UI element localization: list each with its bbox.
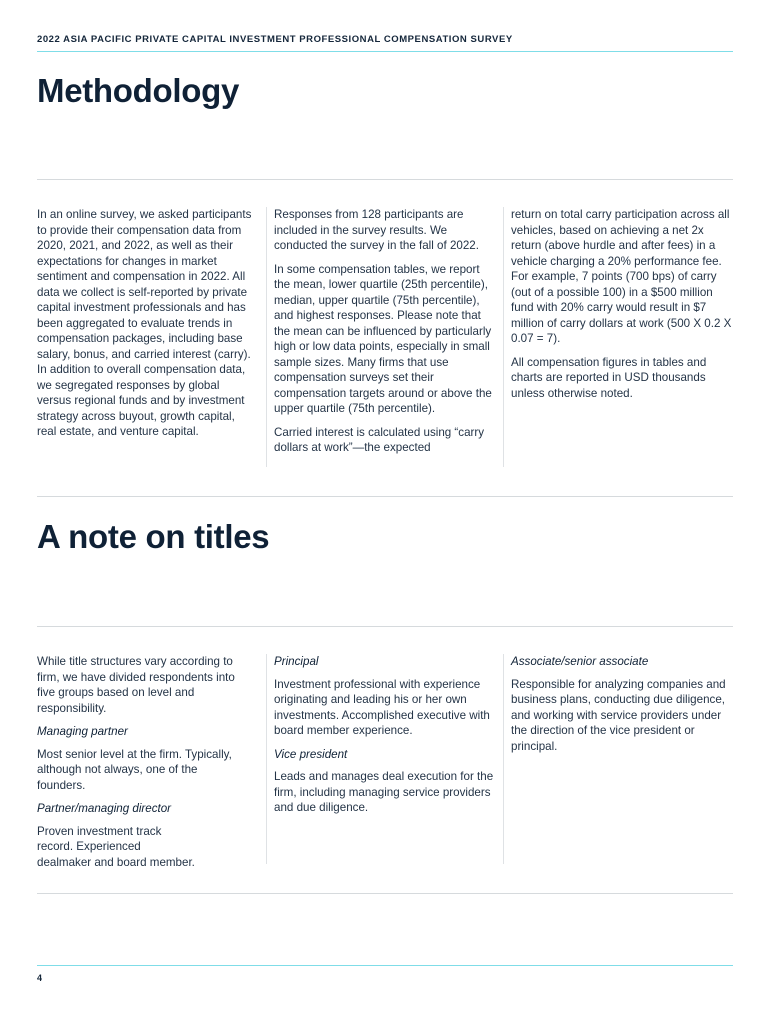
header-rule — [37, 51, 733, 52]
page-number: 4 — [37, 973, 43, 983]
header-title: 2022 ASIA PACIFIC PRIVATE CAPITAL INVESTMENT PROFESSIONAL COMPENSATION SURVEY — [37, 34, 513, 45]
methodology-column-3 — [511, 207, 733, 401]
titles-column-3 — [511, 654, 733, 754]
methodology-paragraph: return on total carry participation across all vehicles, based on achieving a net 2x return (above hurdle and after fees) in a vehicle charging a 20% performance fee. For example, 7 points (700 bps) of carry (out of a possible 100) in a $500 million fund with 20% carry would result in $7 million of carry dollars at work (500 X 0.2 X 0.07 = 7). — [511, 208, 732, 345]
role-title-principal: Principal — [274, 655, 319, 668]
role-title-associate: Associate/senior associate — [511, 655, 649, 668]
methodology-title: Methodology — [37, 72, 239, 109]
titles-column-1 — [37, 654, 249, 870]
methodology-paragraph: All compensation figures in tables and charts are reported in USD thousands unless otherwise noted. — [511, 355, 707, 400]
role-title-partner-managing-director: Partner/managing director — [37, 802, 172, 815]
section-divider — [37, 496, 733, 497]
role-title-managing-partner: Managing partner — [37, 725, 128, 738]
role-description: Proven investment track record. Experienced dealmaker and board member. — [37, 824, 195, 869]
footer-rule — [37, 965, 733, 966]
column-divider — [503, 654, 504, 864]
column-divider — [266, 207, 267, 467]
methodology-paragraph: In an online survey, we asked participants to provide their compensation data from 2020, 2021, and 2022, as well as their expectations for changes in market sentiment and compensation in 2022. All data we collect is self-reported by private capital investment professionals and has been aggregated to evaluate trends in compensation packages, including base salary, bonus, and carried interest (carry). In addition to overall compensation data, we segregated responses by global versus regional funds and by investment strategy across buyout, growth capital, real estate, and venture capital. — [37, 208, 252, 438]
methodology-paragraph: Carried interest is calculated using “carry dollars at work”—the expected — [274, 425, 485, 454]
role-description: Investment professional with experience originating and leading his or her own investments. Accomplished executive with board member experience. — [274, 677, 490, 737]
methodology-paragraph: Responses from 128 participants are included in the survey results. We conducted the survey in the fall of 2022. — [274, 208, 479, 252]
role-title-vice-president: Vice president — [274, 747, 348, 761]
role-description: Responsible for analyzing companies and business plans, conducting due diligence, and working with service providers under the direction of the vice president or principal. — [511, 677, 726, 753]
titles-intro: While title structures vary according to firm, we have divided respondents into five groups based on level and responsibility. — [37, 655, 235, 715]
role-description: Leads and manages deal execution for the firm, including managing service providers and due diligence. — [274, 770, 494, 814]
methodology-paragraph: In some compensation tables, we report the mean, lower quartile (25th percentile), median, upper quartile (75th percentile), and highest responses. Please note that the mean can be influenced by particularly high or low data points, especially in small sample sizes. Many firms that use compensation surveys set their compensation targets around or above the upper quartile (75th percentile). — [274, 262, 492, 415]
methodology-divider — [37, 179, 733, 180]
titles-divider — [37, 626, 733, 627]
methodology-column-1 — [37, 207, 255, 440]
methodology-column-2 — [274, 207, 496, 456]
column-divider — [266, 654, 267, 864]
role-description: Most senior level at the firm. Typically, although not always, one of the founders. — [37, 747, 232, 792]
bottom-divider — [37, 893, 733, 894]
column-divider — [503, 207, 504, 467]
titles-title: A note on titles — [37, 518, 270, 555]
titles-column-2 — [274, 654, 496, 816]
